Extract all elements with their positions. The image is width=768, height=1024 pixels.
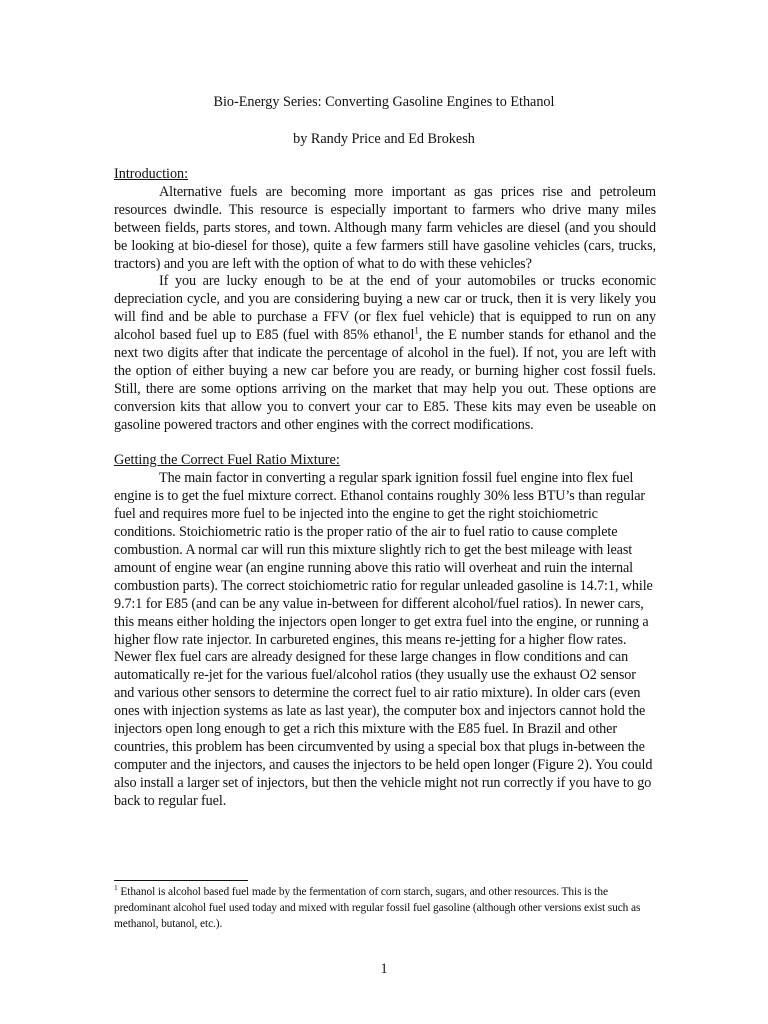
footnote-text: Ethanol is alcohol based fuel made by the fermentation of corn starch, sugars, and other resources. This is the predominant alcohol fuel used today and mixed with regular fossil fuel gasoline (although other versions exist such as methanol, butanol, etc.). (114, 886, 641, 930)
paragraph-fuel-ratio: The main factor in converting a regular spark ignition fossil fuel engine into flex fuel engine is to get the fuel mixture correct. Ethanol contains roughly 30% less BTU’s than regular fuel and requires more fuel to be injected into the engine to get the right stoichiometric conditions. Stoichiometric ratio is the proper ratio of the air to fuel ratio to cause complete combustion. A normal car will run this mixture slightly rich to get the best mileage with least amount of engine wear (an engine running above this ratio will overheat and ruin the internal combustion parts). The correct stoichiometric ratio for regular unleaded gasoline is 14.7:1, while 9.7:1 for E85 (and can be any value in-between for different alcohol/fuel ratios). In newer cars, this means either holding the injectors open longer to get extra fuel into the engine, or running a higher flow rate injector. In carbureted engines, this means re-jetting for a higher flow rates. Newer flex fuel cars are already designed for these large changes in flow conditions and can automatically re-jet for the various fuel/alcohol ratios (they usually use the exhaust O2 sensor and various other sensors to determine the correct fuel to air ratio mixture). In older cars (even ones with injection systems as late as last year), the computer box and injectors cannot hold the injectors open long enough to get a rich this mixture with the E85 fuel. In Brazil and other countries, this problem has been circumvented by using a special box that plugs in-between the computer and the injectors, and causes the injectors to be held open longer (Figure 2). You could also install a larger set of injectors, but then the vehicle might not run correctly if you have to go back to regular fuel. (114, 470, 653, 809)
section-heading-introduction: Introduction: (114, 166, 189, 182)
document-body (114, 166, 656, 811)
section-heading-fuel-ratio: Getting the Correct Fuel Ratio Mixture: (114, 452, 340, 469)
paragraph-intro-1: Alternative fuels are becoming more important as gas prices rise and petroleum resources dwindle. This resource is especially important to farmers who drive many miles between fields, parts stores, and town. Although many farm vehicles are diesel (and you should be looking at bio-diesel for those), quite a few farmers still have gasoline vehicles (cars, trucks, tractors) and you are left with the option of what to do with these vehicles? (114, 183, 656, 272)
paragraph-intro-2-end: , the E number stands for ethanol and the next two digits after that indicate the percentage of alcohol in the fuel). If not, you are left with the option of either buying a new car before you are ready, or burning higher cost fossil fuels. Still, there are some options arriving on the market that may help you out. These options are conversion kits that allow you to convert your car to E85. These kits may even be useable on gasoline powered tractors and other engines with the correct modifications. (114, 327, 656, 433)
footnote-reference: 1 (414, 325, 419, 336)
document-authors: by Randy Price and Ed Brokesh (293, 131, 475, 147)
paragraph-intro-2-start: If you are lucky enough to be at the end of your automobiles or trucks economic depreciation cycle, and you are considering buying a new car or truck, then it is very likely you will find and be able to purchase a FFV (or flex fuel vehicle) that is equipped to run on any alcohol based fuel up to E85 (fuel with 85% ethanol (114, 273, 656, 344)
footnote (114, 885, 656, 932)
footnote-separator (114, 880, 248, 881)
page-number: 1 (380, 961, 388, 977)
footnote-marker: 1 (114, 883, 118, 893)
paragraph-intro-2 (114, 273, 656, 434)
document-title: Bio-Energy Series: Converting Gasoline Engines to Ethanol (213, 94, 555, 110)
section-spacer (114, 435, 656, 453)
